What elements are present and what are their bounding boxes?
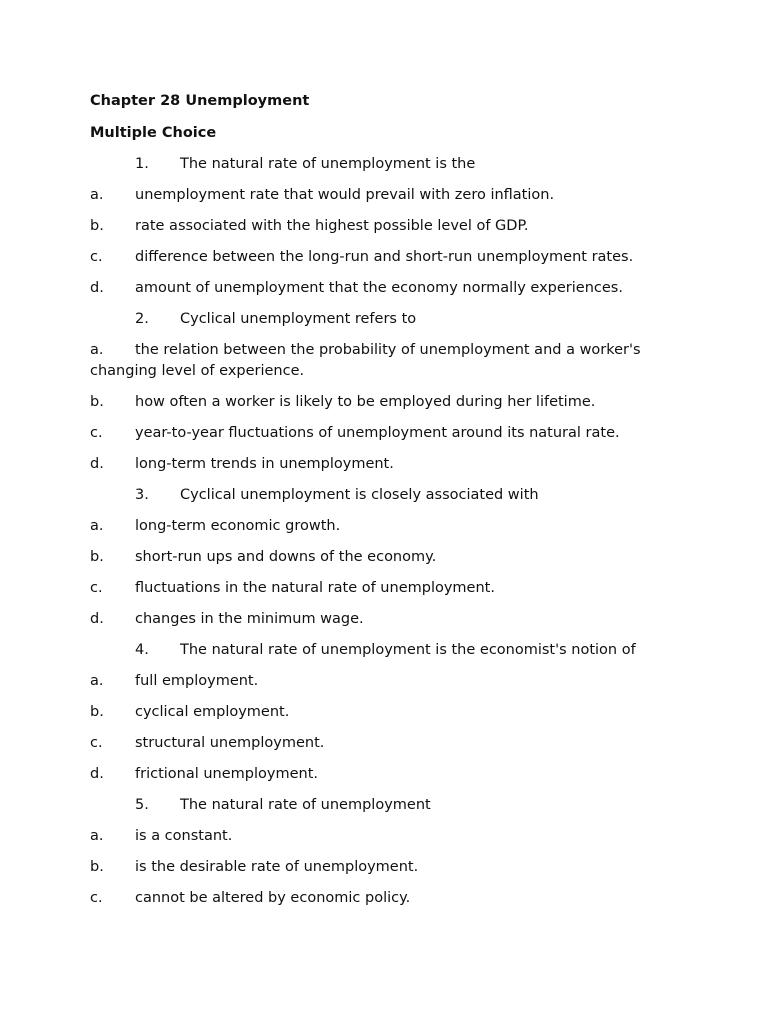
option-text: how often a worker is likely to be employed during her lifetime.: [135, 394, 596, 410]
question-text: Cyclical unemployment refers to: [180, 311, 417, 327]
answer-option: [90, 392, 680, 413]
option-letter: d.: [90, 280, 104, 296]
answer-option: [90, 764, 680, 785]
answer-option: [90, 278, 680, 299]
option-text: is the desirable rate of unemployment.: [135, 859, 419, 875]
question-number: 5.: [135, 797, 149, 813]
answer-option: [90, 609, 680, 630]
option-letter: a.: [90, 673, 104, 689]
option-letter: a.: [90, 518, 104, 534]
answer-option: [90, 702, 680, 723]
option-letter: c.: [90, 735, 103, 751]
answer-option: [90, 826, 680, 847]
option-text: rate associated with the highest possible level of GDP.: [135, 218, 529, 234]
section-heading: Multiple Choice: [90, 125, 217, 141]
option-letter: b.: [90, 859, 104, 875]
option-text: the relation between the probability of unemployment and a worker's changing level of experience.: [90, 342, 641, 379]
question-text: The natural rate of unemployment: [180, 797, 431, 813]
answer-option: [90, 578, 680, 599]
question-stem: [90, 154, 680, 174]
option-text: cannot be altered by economic policy.: [135, 890, 411, 906]
option-letter: b.: [90, 704, 104, 720]
option-text: difference between the long-run and short-run unemployment rates.: [135, 249, 634, 265]
answer-option: [90, 516, 680, 537]
option-text: unemployment rate that would prevail with zero inflation.: [135, 187, 555, 203]
option-text: frictional unemployment.: [135, 766, 319, 782]
option-text: structural unemployment.: [135, 735, 325, 751]
option-text: changes in the minimum wage.: [135, 611, 364, 627]
option-text: short-run ups and downs of the economy.: [135, 549, 437, 565]
question-stem: [90, 795, 680, 815]
option-letter: c.: [90, 580, 103, 596]
document-page: [90, 91, 680, 919]
option-text: fluctuations in the natural rate of unemployment.: [135, 580, 495, 596]
answer-option: [90, 247, 680, 268]
option-letter: b.: [90, 218, 104, 234]
option-letter: b.: [90, 394, 104, 410]
option-text: full employment.: [135, 673, 259, 689]
answer-option: [90, 340, 680, 382]
option-letter: a.: [90, 187, 104, 203]
option-letter: d.: [90, 456, 104, 472]
option-text: long-term economic growth.: [135, 518, 341, 534]
option-text: amount of unemployment that the economy normally experiences.: [135, 280, 623, 296]
question-text: The natural rate of unemployment is the: [180, 156, 476, 172]
answer-option: [90, 216, 680, 237]
question-stem: [90, 640, 680, 660]
option-text: year-to-year fluctuations of unemployment around its natural rate.: [135, 425, 620, 441]
question-number: 2.: [135, 311, 149, 327]
question-stem: [90, 309, 680, 329]
option-letter: a.: [90, 828, 104, 844]
option-text: cyclical employment.: [135, 704, 290, 720]
option-letter: c.: [90, 425, 103, 441]
option-letter: c.: [90, 890, 103, 906]
question-stem: [90, 485, 680, 505]
question-number: 3.: [135, 487, 149, 503]
answer-option: [90, 671, 680, 692]
option-letter: a.: [90, 342, 104, 358]
option-text: is a constant.: [135, 828, 233, 844]
question-list: [90, 154, 680, 909]
option-letter: b.: [90, 549, 104, 565]
answer-option: [90, 185, 680, 206]
answer-option: [90, 733, 680, 754]
question-number: 1.: [135, 156, 149, 172]
question-text: Cyclical unemployment is closely associated with: [180, 487, 539, 503]
option-text: long-term trends in unemployment.: [135, 456, 394, 472]
option-letter: d.: [90, 611, 104, 627]
answer-option: [90, 423, 680, 444]
option-letter: c.: [90, 249, 103, 265]
question-text: The natural rate of unemployment is the economist's notion of: [180, 642, 636, 658]
page-title: Chapter 28 Unemployment: [90, 93, 310, 109]
answer-option: [90, 454, 680, 475]
option-letter: d.: [90, 766, 104, 782]
answer-option: [90, 547, 680, 568]
answer-option: [90, 888, 680, 909]
answer-option: [90, 857, 680, 878]
question-number: 4.: [135, 642, 149, 658]
